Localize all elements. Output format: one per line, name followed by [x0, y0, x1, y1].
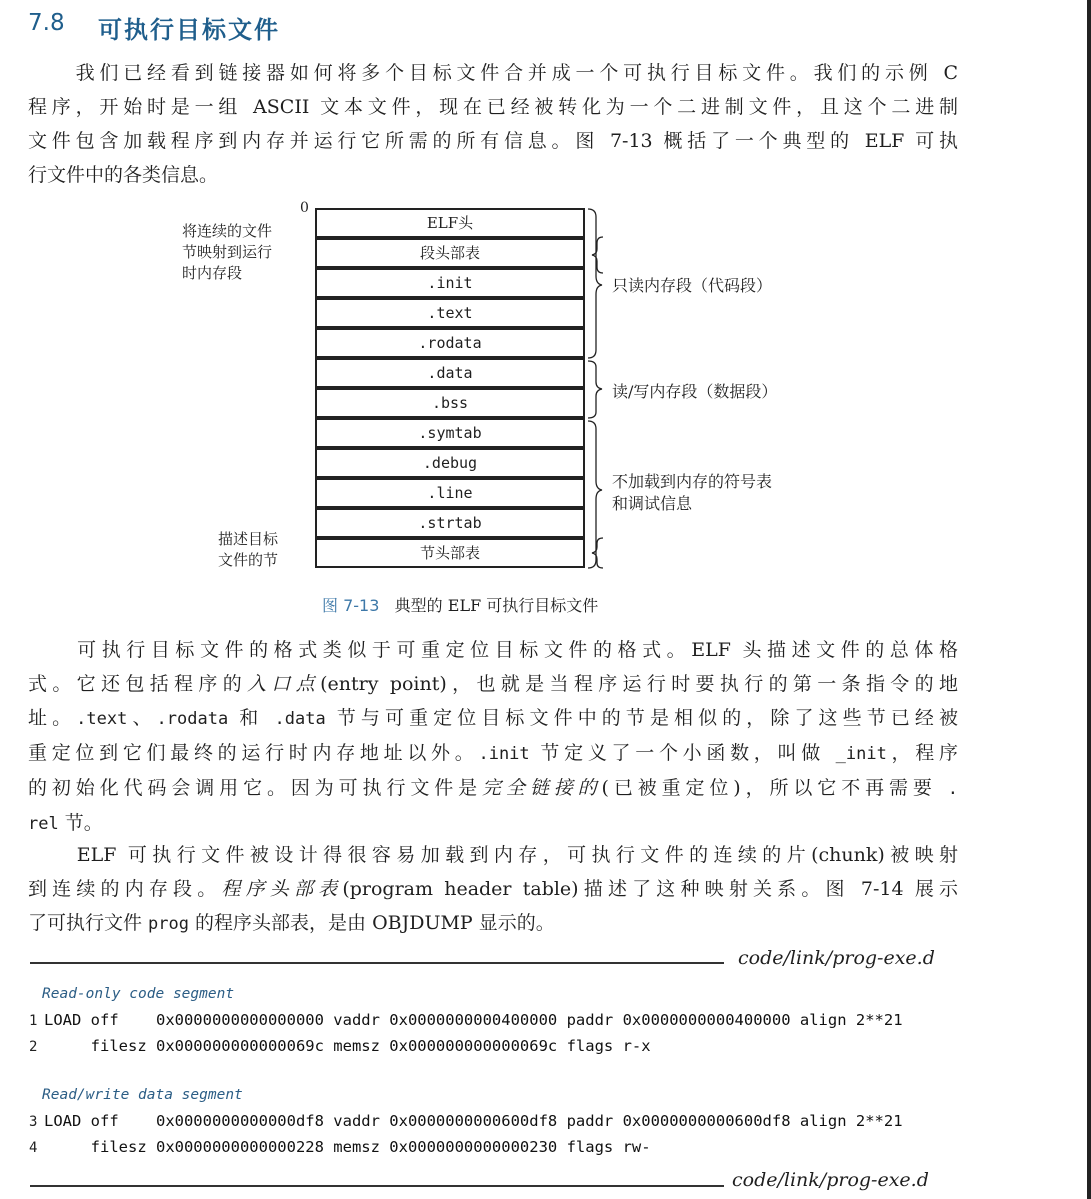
- elf-row-elf-header: ELF头: [315, 208, 585, 238]
- term-entry-point: 入口点: [247, 673, 321, 695]
- left-note-line: 将连续的文件: [182, 222, 273, 240]
- elf-row-text: .text: [315, 298, 585, 328]
- figure-caption: [322, 593, 598, 616]
- left-brace-top: [592, 237, 603, 273]
- code-line: filesz 0x0000000000000228 memsz 0x0000000000000230 flags rw-: [44, 1138, 651, 1156]
- paragraph-1-line: 行文件中的各类信息。: [28, 164, 219, 186]
- elf-row-init: .init: [315, 268, 585, 298]
- paragraph-2-line: 式。它还包括程序的入口点(entry point)，也就是当程序运行时要执行的第一条指令的地: [28, 673, 958, 695]
- section-number: 7.8: [28, 10, 65, 36]
- left-note-line: 文件的节: [218, 551, 279, 569]
- elf-row-strtab: .strtab: [315, 508, 585, 538]
- figure-braces: [290, 200, 620, 580]
- left-note-line: 时内存段: [182, 264, 243, 282]
- right-note-line: 不加载到内存的符号表: [612, 472, 773, 491]
- code-line-number: 1: [29, 1013, 38, 1029]
- code-line: filesz 0x000000000000069c memsz 0x000000000000069c flags r-x: [44, 1037, 651, 1055]
- left-brace-bottom: [592, 538, 603, 568]
- paragraph-2-line: rel 节。: [28, 812, 103, 834]
- paragraph-2-line: 址。.text、.rodata 和 .data 节与可重定位目标文件中的节是相似的，除了这些节已经被: [28, 707, 958, 729]
- elf-row-bss: .bss: [315, 388, 585, 418]
- right-note-line: 和调试信息: [612, 494, 693, 513]
- right-brace-readonly: [588, 209, 602, 358]
- right-note-readwrite: 读/写内存段（数据段）: [612, 382, 778, 401]
- left-note-bottom: [218, 529, 298, 571]
- elf-row-rodata: .rodata: [315, 328, 585, 358]
- left-note-top: [182, 221, 297, 284]
- paragraph-1-line: 文件包含加载程序到内存并运行它所需的所有信息。图 7-13 概括了一个典型的 ELF 可执: [28, 130, 958, 152]
- paragraph-2-line: 的初始化代码会调用它。因为可执行文件是完全链接的(已被重定位)，所以它不再需要 .: [28, 777, 958, 799]
- paragraph-3-line: 到连续的内存段。程序头部表(program header table)描述了这种映射关系。图 7-14 展示: [28, 878, 958, 900]
- code-top-rule: [30, 962, 724, 964]
- elf-row-section-header-table: 节头部表: [315, 538, 585, 568]
- code-line: LOAD off 0x0000000000000df8 vaddr 0x0000000000600df8 paddr 0x0000000000600df8 align 2**21: [44, 1112, 903, 1130]
- term-program-header-table: 程序头部表: [221, 878, 343, 900]
- left-note-line: 描述目标: [218, 530, 279, 548]
- figure-zero-label: 0: [300, 200, 309, 216]
- section-title: 可执行目标文件: [98, 16, 280, 44]
- elf-row-segment-header-table: 段头部表: [315, 238, 585, 268]
- code-line-number: 2: [29, 1039, 38, 1055]
- paragraph-2-line: 可执行目标文件的格式类似于可重定位目标文件的格式。ELF 头描述文件的总体格: [28, 639, 958, 661]
- code-filename-bottom: code/link/prog-exe.d: [732, 1169, 929, 1191]
- figure-caption-text: 典型的 ELF 可执行目标文件: [394, 596, 599, 615]
- paragraph-1: [28, 56, 958, 192]
- paragraph-3-line: ELF 可执行文件被设计得很容易加载到内存，可执行文件的连续的片(chunk)被映射: [28, 844, 958, 866]
- code-line: LOAD off 0x0000000000000000 vaddr 0x0000000000400000 paddr 0x0000000000400000 align 2**21: [44, 1011, 903, 1029]
- code-line-number: 4: [29, 1140, 38, 1156]
- right-brace-readwrite: [588, 361, 602, 418]
- elf-row-symtab: .symtab: [315, 418, 585, 448]
- code-comment-readonly: Read-only code segment: [42, 986, 235, 1002]
- right-note-readonly: 只读内存段（代码段）: [612, 276, 773, 295]
- left-note-line: 节映射到运行: [182, 243, 273, 261]
- paragraph-2: [28, 633, 958, 841]
- code-line-number: 3: [29, 1114, 38, 1130]
- elf-row-data: .data: [315, 358, 585, 388]
- paragraph-3-line: 了可执行文件 prog 的程序头部表，是由 OBJDUMP 显示的。: [28, 912, 555, 934]
- code-bottom-rule: [30, 1185, 724, 1187]
- elf-row-line: .line: [315, 478, 585, 508]
- paragraph-1-line: 程序，开始时是一组 ASCII 文本文件，现在已经被转化为一个二进制文件，且这个二进制: [28, 96, 958, 118]
- page-edge-bar: [1087, 0, 1091, 1199]
- elf-row-debug: .debug: [315, 448, 585, 478]
- paragraph-3: [28, 838, 958, 941]
- term-fully-linked: 完全链接的: [482, 777, 602, 799]
- paragraph-1-line: 我们已经看到链接器如何将多个目标文件合并成一个可执行目标文件。我们的示例 C: [28, 62, 958, 84]
- figure-caption-number: 图 7-13: [322, 596, 380, 615]
- code-filename-top: code/link/prog-exe.d: [738, 947, 935, 969]
- right-brace-notloaded: [588, 421, 602, 568]
- paragraph-2-line: 重定位到它们最终的运行时内存地址以外。.init 节定义了一个小函数，叫做 _init，程序: [28, 742, 958, 764]
- code-comment-readwrite: Read/write data segment: [42, 1087, 243, 1103]
- right-note-notloaded: [612, 471, 772, 515]
